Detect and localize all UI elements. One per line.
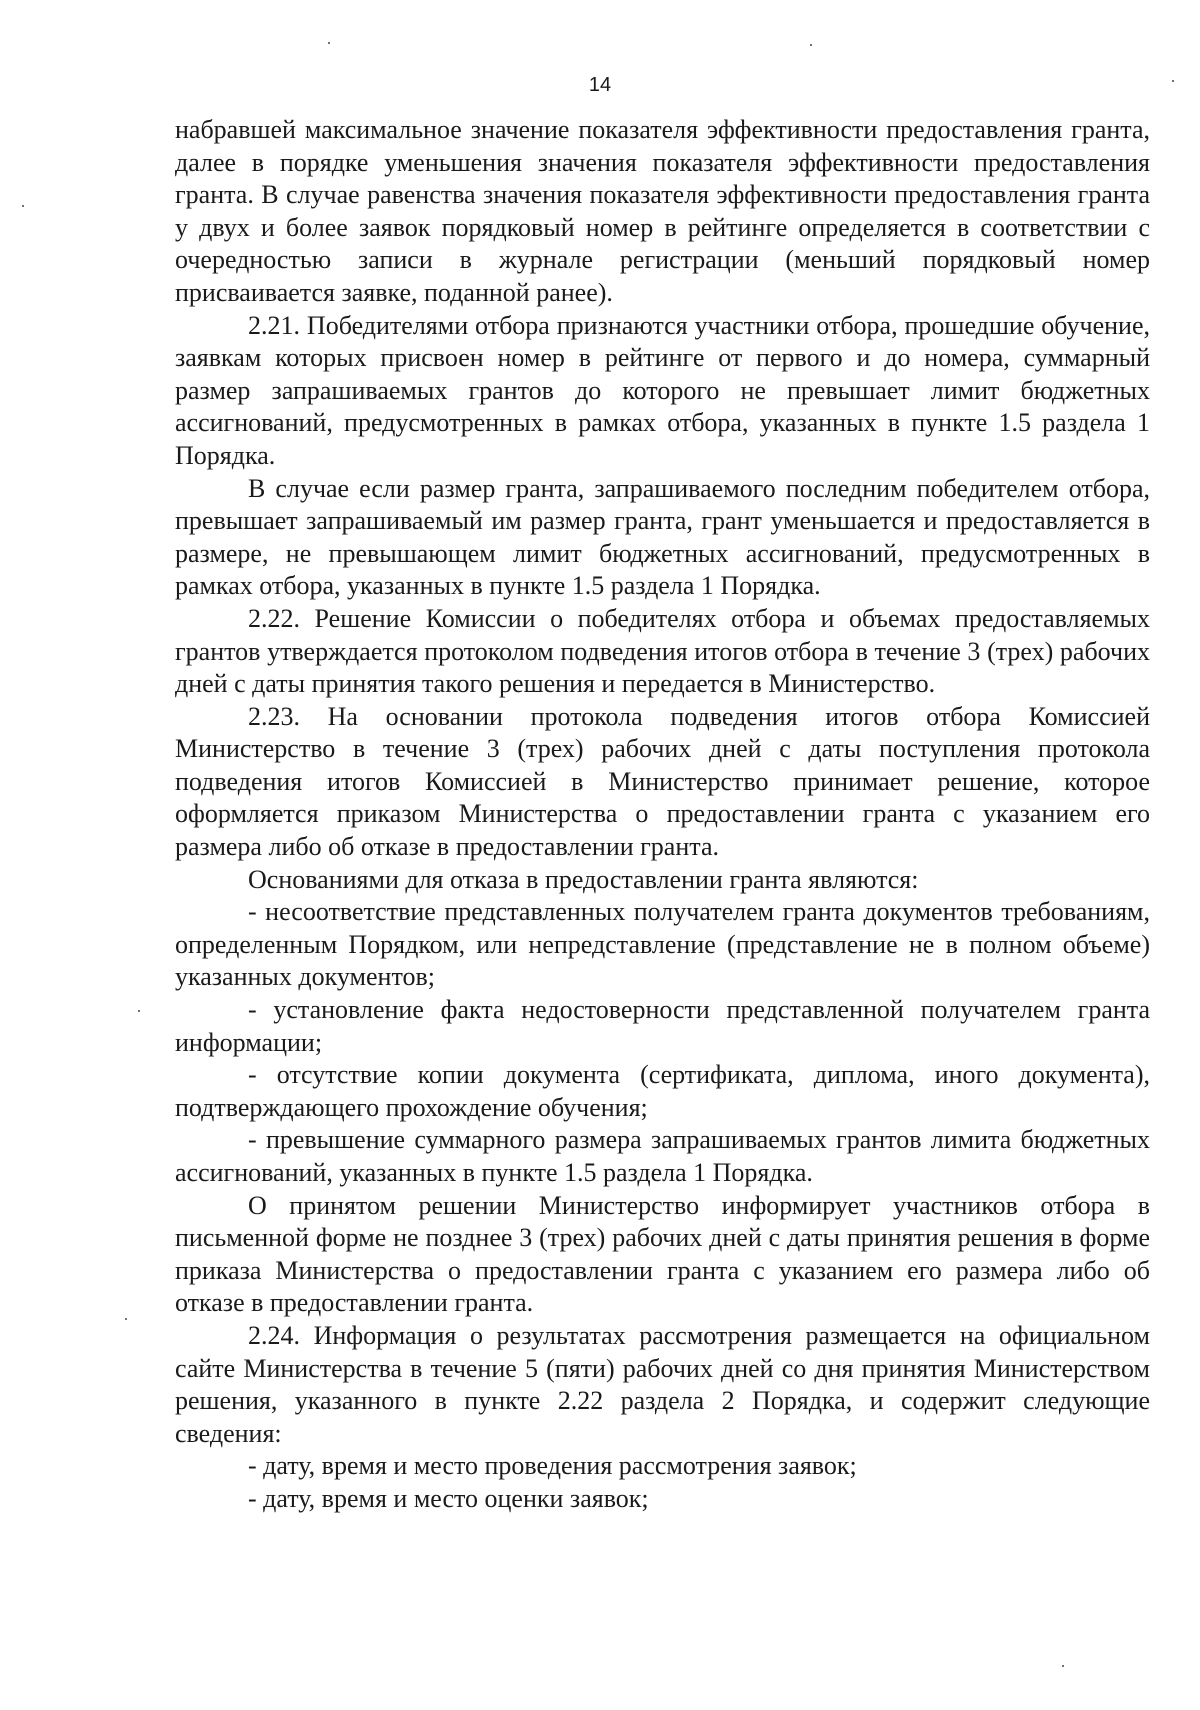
scan-speck bbox=[1062, 1665, 1064, 1667]
scan-speck bbox=[125, 1318, 127, 1320]
paragraph-2-24: 2.24. Информация о результатах рассмотрения размещается на официальном сайте Министерства в течение 5 (пяти) рабочих дней со дня принятия Министерством решения, указанного в пункте 2.22 раздела 2 Порядка, и содержит следующие сведения: bbox=[175, 1320, 1150, 1448]
document-body bbox=[175, 114, 1150, 1516]
list-item-review-date: - дату, время и место проведения рассмотрения заявок; bbox=[248, 1451, 857, 1481]
paragraph-2-23: 2.23. На основании протокола подведения итогов отбора Комиссией Министерство в течение 3 (трех) рабочих дней с даты поступления протокола подведения итогов Комиссией в Министерство принимает решение, которое оформляется приказом Министерства о предоставлении гранта с указанием его размера либо об отказе в предоставлении гранта. bbox=[175, 701, 1150, 862]
scan-speck bbox=[810, 44, 812, 46]
paragraph-rating-continuation: набравшей максимальное значение показателя эффективности предоставления гранта, далее в порядке уменьшения значения показателя эффективности предоставления гранта. В случае равенства значения показателя эффективности предоставления гранта у двух и более заявок порядковый номер в рейтинге определяется в соответствии с очередностью записи в журнале регистрации (меньший порядковый номер присваивается заявке, поданной ранее). bbox=[175, 115, 1150, 307]
page-number: 14 bbox=[588, 74, 612, 96]
scan-speck bbox=[1172, 80, 1174, 82]
scan-speck bbox=[22, 205, 24, 207]
scan-speck bbox=[138, 1010, 140, 1012]
list-item-documents-mismatch: - несоответствие представленных получателем гранта документов требованиям, определенным Порядком, или непредставление (представление не в полном объеме) указанных документов; bbox=[175, 897, 1150, 992]
paragraph-grant-reduction: В случае если размер гранта, запрашиваемого последним победителем отбора, превышает запрашиваемый им размер гранта, грант уменьшается и предоставляется в размере, не превышающем лимит бюджетных ассигнований, предусмотренных в рамках отбора, указанных в пункте 1.5 раздела 1 Порядка. bbox=[175, 473, 1150, 601]
list-item-evaluation-date: - дату, время и место оценки заявок; bbox=[248, 1483, 649, 1513]
paragraph-decision-notification: О принятом решении Министерство информирует участников отбора в письменной форме не позднее 3 (трех) рабочих дней с даты принятия решения в форме приказа Министерства о предоставлении гранта с указанием его размера либо об отказе в предоставлении гранта. bbox=[175, 1190, 1150, 1318]
paragraph-2-21: 2.21. Победителями отбора признаются участники отбора, прошедшие обучение, заявкам которых присвоен номер в рейтинге от первого и до номера, суммарный размер запрашиваемых грантов до которого не превышает лимит бюджетных ассигнований, предусмотренных в рамках отбора, указанных в пункте 1.5 раздела 1 Порядка. bbox=[175, 310, 1150, 470]
list-item-missing-certificate: - отсутствие копии документа (сертификата, диплома, иного документа), подтверждающего прохождение обучения; bbox=[175, 1060, 1150, 1122]
paragraph-2-22: 2.22. Решение Комиссии о победителях отбора и объемах предоставляемых грантов утверждается протоколом подведения итогов отбора в течение 3 (трех) рабочих дней с даты принятия такого решения и передается в Министерство. bbox=[175, 603, 1150, 699]
paragraph-refusal-grounds-heading: Основаниями для отказа в предоставлении гранта являются: bbox=[248, 864, 919, 894]
list-item-limit-exceeded: - превышение суммарного размера запрашиваемых грантов лимита бюджетных ассигнований, указанных в пункте 1.5 раздела 1 Порядка. bbox=[175, 1125, 1150, 1187]
scan-speck bbox=[328, 42, 330, 44]
list-item-false-information: - установление факта недостоверности представленной получателем гранта информации; bbox=[175, 995, 1150, 1057]
